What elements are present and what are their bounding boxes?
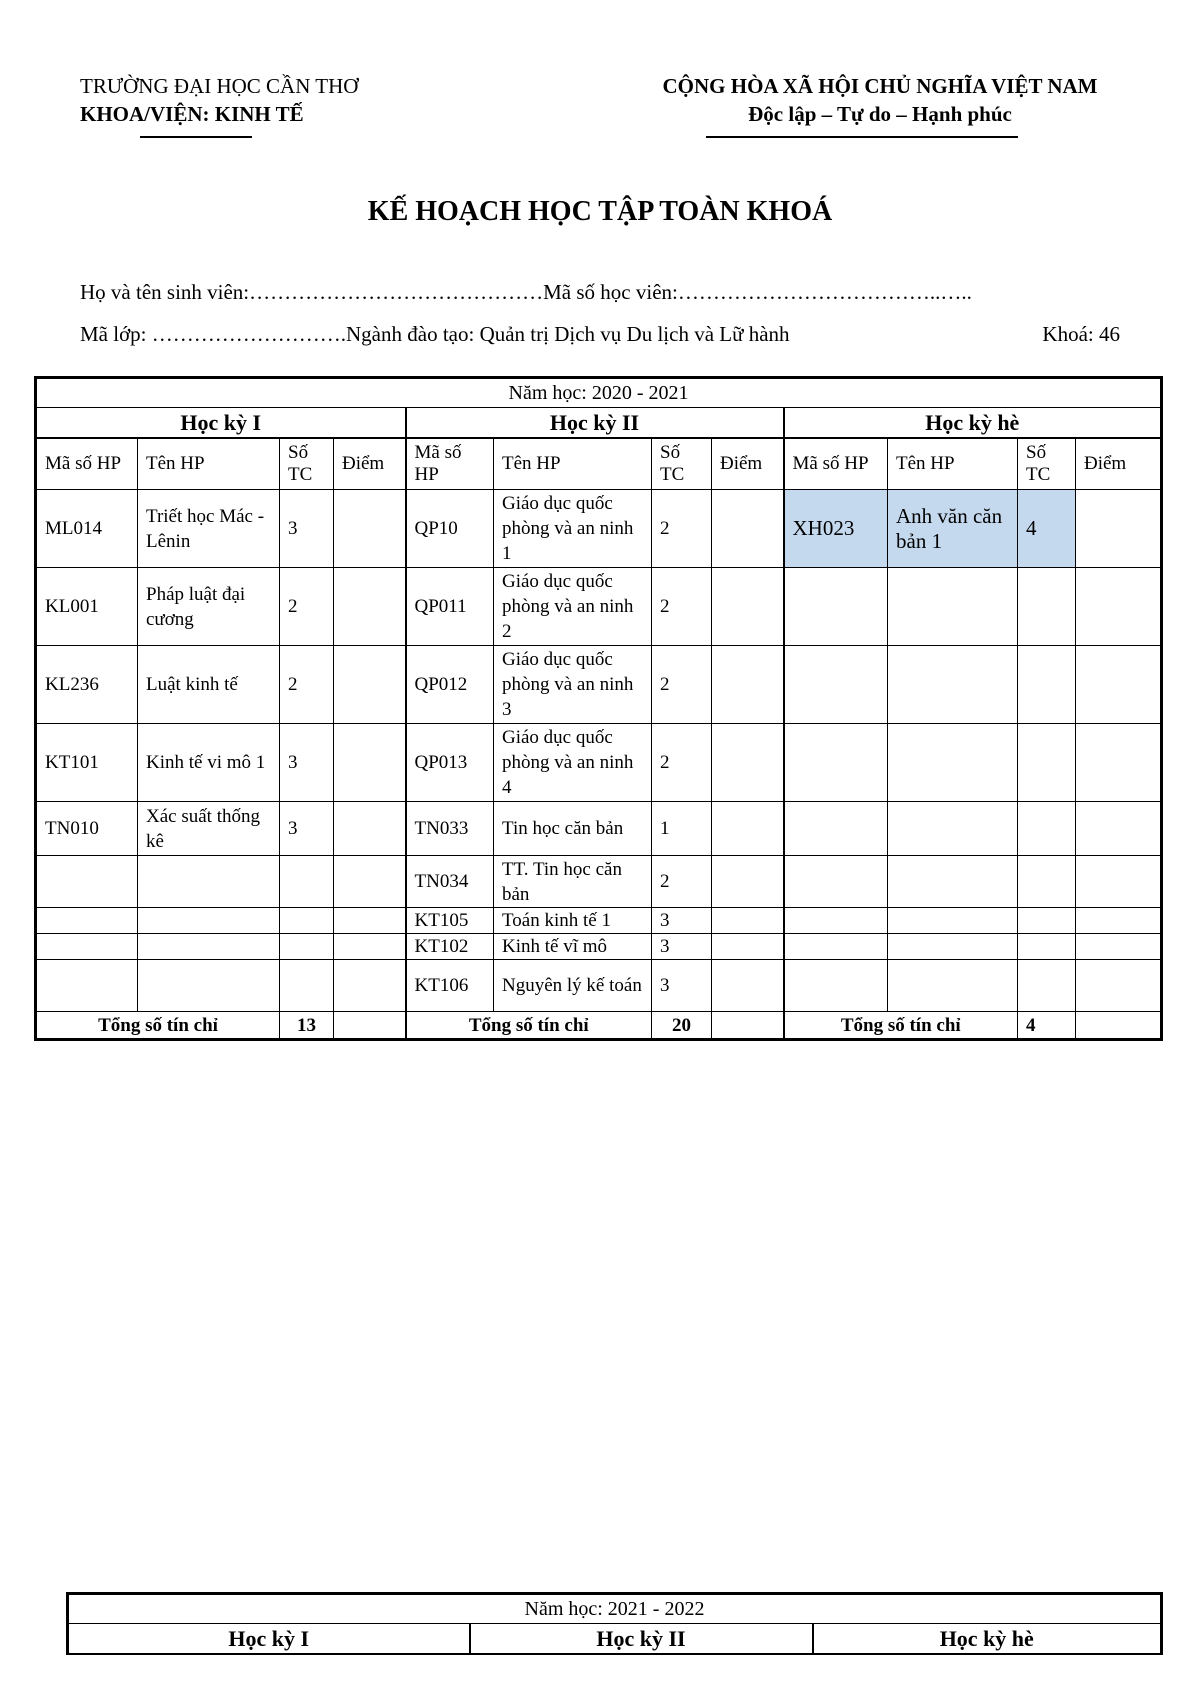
course-credits-cell: 2 xyxy=(652,724,712,802)
col-name-header: Tên HP xyxy=(888,438,1018,490)
course-code-cell: KL001 xyxy=(36,568,138,646)
course-name-cell xyxy=(888,802,1018,856)
semester-1-header: Học kỳ I xyxy=(36,408,406,438)
course-code-cell: XH023 xyxy=(784,490,888,568)
course-row xyxy=(36,490,1162,568)
course-row xyxy=(36,802,1162,856)
page-title: KẾ HOẠCH HỌC TẬP TOÀN KHOÁ xyxy=(367,196,833,227)
col-code-header: Mã số HP xyxy=(784,438,888,490)
col-grade-header: Điểm xyxy=(334,438,406,490)
course-credits-cell xyxy=(1018,960,1076,1012)
course-grade-cell xyxy=(1076,934,1162,960)
totals-row xyxy=(36,1012,1162,1040)
course-credits-cell: 3 xyxy=(652,960,712,1012)
course-code-cell: TN010 xyxy=(36,802,138,856)
course-name-cell: Triết học Mác - Lênin xyxy=(138,490,280,568)
course-code-cell xyxy=(36,960,138,1012)
course-code-cell: TN033 xyxy=(406,802,494,856)
course-code-cell xyxy=(36,856,138,908)
header-left xyxy=(80,72,358,128)
course-name-cell: Luật kinh tế xyxy=(138,646,280,724)
total-label: Tổng số tín chỉ xyxy=(36,1012,280,1040)
course-grade-cell xyxy=(334,960,406,1012)
course-grade-cell xyxy=(334,490,406,568)
total-grade-cell xyxy=(712,1012,784,1040)
course-name-cell: Toán kinh tế 1 xyxy=(494,908,652,934)
course-row xyxy=(36,934,1162,960)
semester-2-header: Học kỳ II xyxy=(406,408,784,438)
course-credits-cell: 3 xyxy=(280,490,334,568)
course-credits-cell xyxy=(1018,646,1076,724)
course-credits-cell: 1 xyxy=(652,802,712,856)
course-credits-cell: 3 xyxy=(280,802,334,856)
course-name-cell xyxy=(888,934,1018,960)
course-code-cell xyxy=(784,802,888,856)
course-row xyxy=(36,568,1162,646)
semester-2-header: Học kỳ II xyxy=(470,1624,813,1654)
course-grade-cell xyxy=(334,568,406,646)
course-grade-cell xyxy=(1076,724,1162,802)
header-left-underline xyxy=(140,136,252,138)
course-credits-cell xyxy=(1018,856,1076,908)
course-name-cell: Anh văn căn bản 1 xyxy=(888,490,1018,568)
summer-semester-header: Học kỳ hè xyxy=(784,408,1162,438)
course-credits-cell xyxy=(280,856,334,908)
course-grade-cell xyxy=(712,908,784,934)
study-plan-table-year1 xyxy=(34,376,1163,1041)
course-name-cell xyxy=(888,568,1018,646)
course-name-cell: Nguyên lý kế toán xyxy=(494,960,652,1012)
header-right xyxy=(610,72,1150,128)
course-name-cell: Kinh tế vi mô 1 xyxy=(138,724,280,802)
course-grade-cell xyxy=(712,646,784,724)
course-grade-cell xyxy=(334,724,406,802)
student-class-text: Mã lớp: ……………………….Ngành đào tạo: Quản trị Dịch vụ Du lịch và Lữ hành xyxy=(80,322,790,346)
course-credits-cell: 4 xyxy=(1018,490,1076,568)
course-name-cell: Giáo dục quốc phòng và an ninh 3 xyxy=(494,646,652,724)
course-code-cell: QP10 xyxy=(406,490,494,568)
course-grade-cell xyxy=(1076,856,1162,908)
course-credits-cell: 2 xyxy=(280,568,334,646)
course-name-cell xyxy=(888,724,1018,802)
col-code-header: Mã số HP xyxy=(406,438,494,490)
course-credits-cell xyxy=(1018,908,1076,934)
total-credits-sem2: 20 xyxy=(652,1012,712,1040)
total-credits-summer: 4 xyxy=(1018,1012,1076,1040)
course-row xyxy=(36,856,1162,908)
faculty-name: KHOA/VIỆN: KINH TẾ xyxy=(80,102,304,126)
course-code-cell: KT102 xyxy=(406,934,494,960)
col-code-header: Mã số HP xyxy=(36,438,138,490)
header-right-underline xyxy=(706,136,1018,138)
course-grade-cell xyxy=(1076,646,1162,724)
course-name-cell xyxy=(138,934,280,960)
course-credits-cell xyxy=(280,960,334,1012)
course-row xyxy=(36,724,1162,802)
col-name-header: Tên HP xyxy=(494,438,652,490)
course-name-cell: Tin học căn bản xyxy=(494,802,652,856)
course-name-cell xyxy=(888,646,1018,724)
course-name-cell: Kinh tế vĩ mô xyxy=(494,934,652,960)
col-credits-header: Số TC xyxy=(652,438,712,490)
course-name-cell: TT. Tin học căn bản xyxy=(494,856,652,908)
student-class-line xyxy=(80,322,1120,347)
course-credits-cell xyxy=(1018,724,1076,802)
course-code-cell xyxy=(784,568,888,646)
student-name-line xyxy=(80,280,1120,305)
total-grade-cell xyxy=(1076,1012,1162,1040)
course-code-cell: KL236 xyxy=(36,646,138,724)
course-code-cell xyxy=(784,934,888,960)
course-grade-cell xyxy=(712,724,784,802)
course-grade-cell xyxy=(334,934,406,960)
course-name-cell: Pháp luật đại cương xyxy=(138,568,280,646)
course-credits-cell xyxy=(1018,802,1076,856)
academic-year-label: Năm học: 2020 - 2021 xyxy=(36,378,1162,408)
course-credits-cell: 2 xyxy=(652,568,712,646)
course-code-cell: KT106 xyxy=(406,960,494,1012)
cohort: Khoá: 46 xyxy=(1042,322,1120,346)
course-code-cell xyxy=(784,960,888,1012)
course-credits-cell: 3 xyxy=(280,724,334,802)
course-grade-cell xyxy=(712,568,784,646)
course-row xyxy=(36,908,1162,934)
total-label: Tổng số tín chỉ xyxy=(406,1012,652,1040)
course-name-cell xyxy=(888,856,1018,908)
course-code-cell: QP013 xyxy=(406,724,494,802)
course-name-cell: Giáo dục quốc phòng và an ninh 4 xyxy=(494,724,652,802)
course-credits-cell: 3 xyxy=(652,908,712,934)
course-grade-cell xyxy=(1076,960,1162,1012)
semester-header-row xyxy=(68,1624,1162,1654)
course-code-cell: QP012 xyxy=(406,646,494,724)
total-credits-sem1: 13 xyxy=(280,1012,334,1040)
col-credits-header: Số TC xyxy=(1018,438,1076,490)
course-name-cell: Xác suất thống kê xyxy=(138,802,280,856)
course-code-cell xyxy=(784,908,888,934)
course-code-cell: TN034 xyxy=(406,856,494,908)
col-name-header: Tên HP xyxy=(138,438,280,490)
course-name-cell xyxy=(888,908,1018,934)
semester-header-row xyxy=(36,408,1162,438)
course-grade-cell xyxy=(712,802,784,856)
course-grade-cell xyxy=(712,490,784,568)
total-label: Tổng số tín chỉ xyxy=(784,1012,1018,1040)
col-grade-header: Điểm xyxy=(712,438,784,490)
year-row xyxy=(68,1594,1162,1624)
course-name-cell xyxy=(888,960,1018,1012)
course-code-cell xyxy=(784,856,888,908)
course-credits-cell: 2 xyxy=(652,646,712,724)
course-name-cell xyxy=(138,960,280,1012)
course-grade-cell xyxy=(334,646,406,724)
course-code-cell: ML014 xyxy=(36,490,138,568)
col-grade-header: Điểm xyxy=(1076,438,1162,490)
course-code-cell xyxy=(784,646,888,724)
course-grade-cell xyxy=(1076,568,1162,646)
course-credits-cell xyxy=(1018,934,1076,960)
course-credits-cell xyxy=(1018,568,1076,646)
course-credits-cell: 3 xyxy=(652,934,712,960)
course-grade-cell xyxy=(712,960,784,1012)
summer-semester-header: Học kỳ hè xyxy=(813,1624,1162,1654)
country-name: CỘNG HÒA XÃ HỘI CHỦ NGHĨA VIỆT NAM xyxy=(662,74,1098,98)
course-name-cell: Giáo dục quốc phòng và an ninh 1 xyxy=(494,490,652,568)
course-grade-cell xyxy=(1076,802,1162,856)
year-row xyxy=(36,378,1162,408)
course-grade-cell xyxy=(1076,490,1162,568)
course-grade-cell xyxy=(712,934,784,960)
academic-year-label: Năm học: 2021 - 2022 xyxy=(68,1594,1162,1624)
course-code-cell: KT101 xyxy=(36,724,138,802)
semester-1-header: Học kỳ I xyxy=(68,1624,470,1654)
course-row xyxy=(36,960,1162,1012)
course-grade-cell xyxy=(334,802,406,856)
course-code-cell xyxy=(36,908,138,934)
student-name-text: Họ và tên sinh viên:……………………………………Mã số học viên:………………………………..….. xyxy=(80,280,972,304)
course-code-cell xyxy=(36,934,138,960)
course-credits-cell: 2 xyxy=(280,646,334,724)
course-name-cell: Giáo dục quốc phòng và an ninh 2 xyxy=(494,568,652,646)
study-plan-table-year2 xyxy=(66,1592,1163,1655)
course-credits-cell xyxy=(280,934,334,960)
total-grade-cell xyxy=(334,1012,406,1040)
motto: Độc lập – Tự do – Hạnh phúc xyxy=(748,102,1012,126)
course-code-cell: KT105 xyxy=(406,908,494,934)
course-grade-cell xyxy=(712,856,784,908)
course-row xyxy=(36,646,1162,724)
course-grade-cell xyxy=(334,856,406,908)
course-credits-cell xyxy=(280,908,334,934)
course-code-cell: QP011 xyxy=(406,568,494,646)
course-name-cell xyxy=(138,856,280,908)
column-header-row xyxy=(36,438,1162,490)
university-name: TRƯỜNG ĐẠI HỌC CẦN THƠ xyxy=(80,74,359,98)
col-credits-header: Số TC xyxy=(280,438,334,490)
course-grade-cell xyxy=(334,908,406,934)
course-name-cell xyxy=(138,908,280,934)
course-credits-cell: 2 xyxy=(652,856,712,908)
course-credits-cell: 2 xyxy=(652,490,712,568)
course-grade-cell xyxy=(1076,908,1162,934)
course-code-cell xyxy=(784,724,888,802)
